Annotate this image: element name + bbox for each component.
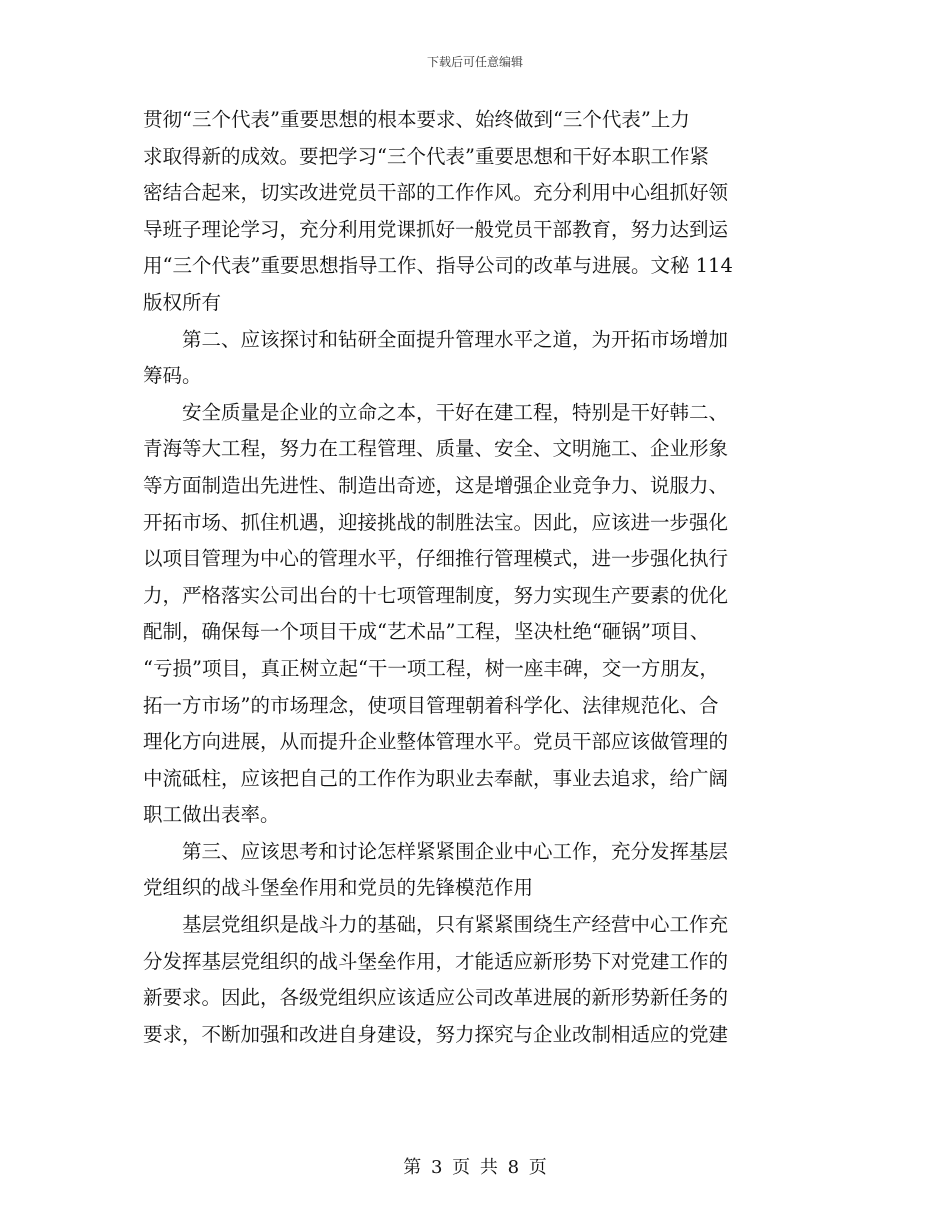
text-line: 贯彻“三个代表”重要思想的根本要求、始终做到“三个代表”上力 (143, 108, 690, 131)
text-line: 求取得新的成效。要把学习“三个代表”重要思想和干好本职工作紧 (143, 144, 709, 168)
page-number-footer: 第 3 页 共 8 页 (403, 1157, 547, 1178)
text-line: 导班子理论学习，充分利用党课抓好一般党员干部教育，努力达到运 (143, 217, 729, 241)
text-line: 密结合起来，切实改进党员干部的工作作风。充分利用中心组抓好领 (143, 181, 729, 205)
document-body (143, 102, 815, 1053)
section-heading-line: 筹码。 (143, 364, 202, 388)
text-line: 版权所有 (143, 290, 222, 314)
text-line: 开拓市场、抓住机遇，迎接挑战的制胜法宝。因此，应该进一步强化 (143, 510, 729, 534)
text-line: 以项目管理为中心的管理水平，仔细推行管理模式，进一步强化执行 (143, 547, 729, 571)
text-line: 配制，确保每一个项目干成“艺术品”工程，坚决杜绝“砸锅”项目、 (143, 620, 710, 644)
text-line: 用“三个代表”重要思想指导工作、指导公司的改革与进展。文秘 114 (143, 254, 733, 278)
text-line: 理化方向进展，从而提升企业整体管理水平。党员干部应该做管理的 (143, 730, 729, 754)
text-line: 中流砥柱，应该把自己的工作作为职业去奉献，事业去追求，给广阔 (143, 766, 729, 790)
text-line: 要求，不断加强和改进自身建设，努力探究与企业改制相适应的党建 (143, 1022, 729, 1046)
text-line: 新要求。因此，各级党组织应该适应公司改革进展的新形势新任务的 (143, 986, 729, 1010)
text-line: “亏损”项目，真正树立起“干一项工程，树一座丰碑，交一方朋友， (143, 656, 719, 680)
section-heading-line: 第二、应该探讨和钻研全面提升管理水平之道，为开拓市场增加 (182, 327, 729, 351)
text-line: 职工做出表率。 (143, 803, 280, 827)
text-line: 等方面制造出先进性、制造出奇迹，这是增强企业竞争力、说服力、 (143, 473, 729, 497)
text-line: 青海等大工程，努力在工程管理、质量、安全、文明施工、企业形象 (143, 437, 729, 461)
section-heading-line: 第三、应该思考和讨论怎样紧紧围企业中心工作，充分发挥基层 (182, 839, 729, 863)
text-line: 安全质量是企业的立命之本，干好在建工程，特别是干好韩二、 (182, 400, 729, 424)
text-line: 基层党组织是战斗力的基础，只有紧紧围绕生产经营中心工作充 (182, 913, 729, 937)
text-line: 拓一方市场”的市场理念，使项目管理朝着科学化、法律规范化、合 (143, 693, 719, 717)
section-heading-line: 党组织的战斗堡垒作用和党员的先锋模范作用 (143, 876, 534, 900)
text-line: 分发挥基层党组织的战斗堡垒作用，才能适应新形势下对党建工作的 (143, 949, 729, 973)
text-line: 力，严格落实公司出台的十七项管理制度，努力实现生产要素的优化 (143, 583, 729, 607)
page-header: 下载后可任意编辑 (426, 55, 523, 69)
